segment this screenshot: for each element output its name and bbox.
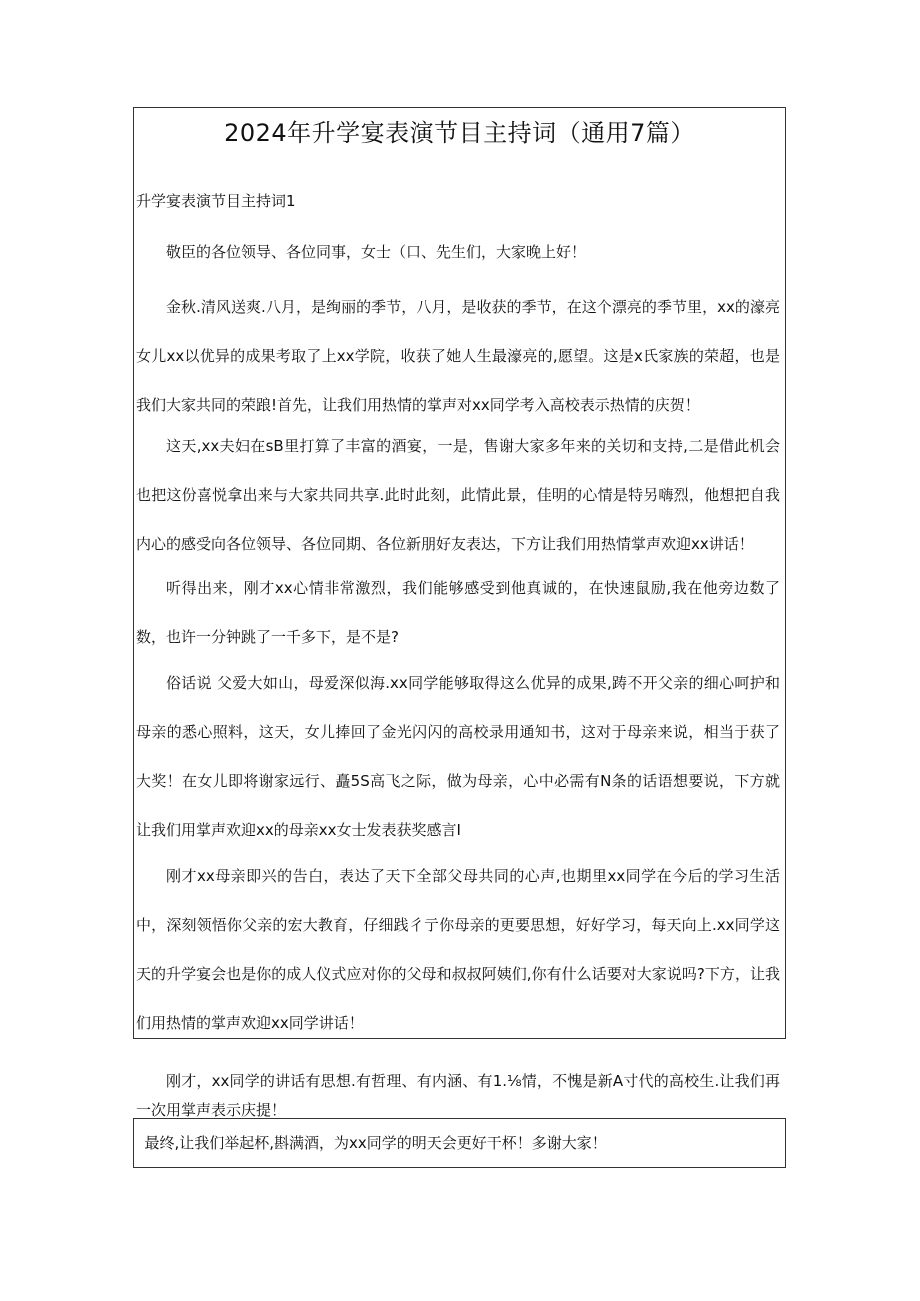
section-heading: 升学宴表演节目主持词1 [136,192,296,210]
document-title: 2024年升学宴表演节目主持词（通用7篇） [224,119,695,147]
closing-paragraph: 刚才，xx同学的讲话有思想.有哲理、有内涵、有1.⅛情，不愧是新A寸代的高校生.让我们再一次用掌声表示庆提！ [136,1072,780,1119]
body-paragraph: 听得出来，刚才xx心情非常激烈，我们能够感受到他真诚的，在快速鼠励,我在他旁边数了数，也许一分钟跳了一千多下，是不是? [136,579,780,646]
body-paragraph: 刚才xx母亲即兴的告白，表达了天下全部父母共同的心声,也期里xx同学在今后的学习生活中，深刻领悟你父亲的宏大教育，仔细践彳亍你母亲的更要思想，好好学习，每天向上.xx同学这天的升学宴会也是你的成人仪式应对你的父母和叔叔阿姨们,你有什么话要对大家说吗?下方，让我们用热情的掌声欢迎xx同学讲话！ [136,867,780,1032]
greeting-paragraph: 敬臣的各位领导、各位同事，女士（口、先生们，大家晚上好！ [166,243,587,261]
body-paragraph: 金秋.清风送爽.八月，是绚丽的季节，八月，是收获的季节，在这个漂亮的季节里，xx的濠亮女儿xx以优异的成果考取了上xx学院，收获了她人生最濠亮的,愿望。这是x氏家族的荣超，也是我们大家共同的荣踉!首先，让我们用热情的掌声对xx同学考入高校表示热情的庆贺！ [136,298,780,414]
body-paragraph: 俗话说 父爱大如山，母爱深似海.xx同学能够取得这么优异的成果,踌不开父亲的细心呵护和母亲的悉心照料，这天，女儿捧回了金光闪闪的高校录用通知书，这对于母亲来说，相当于获了大奖！在女儿即将谢家远行、矗5S高飞之际，做为母亲，心中必需有N条的话语想要说，下方就让我们用掌声欢迎xx的母亲xx女士发表获奖感言I [136,674,780,839]
body-paragraph: 这天,xx夫妇在sB里打算了丰富的酒宴，一是，售谢大家多年来的关切和支持,二是借此机会也把这份喜悦拿出来与大家共同共享.此时此刻，此情此景，佳明的心情是特另嗨烈，他想把自我内心的感受向各位领导、各位同期、各位新朋好友表达，下方让我们用热情掌声欢迎xx讲话！ [136,437,780,553]
final-toast-line: 最终,让我们举起杯,斟满酒，为xx同学的明天会更好干杯！多谢大家！ [144,1134,607,1152]
